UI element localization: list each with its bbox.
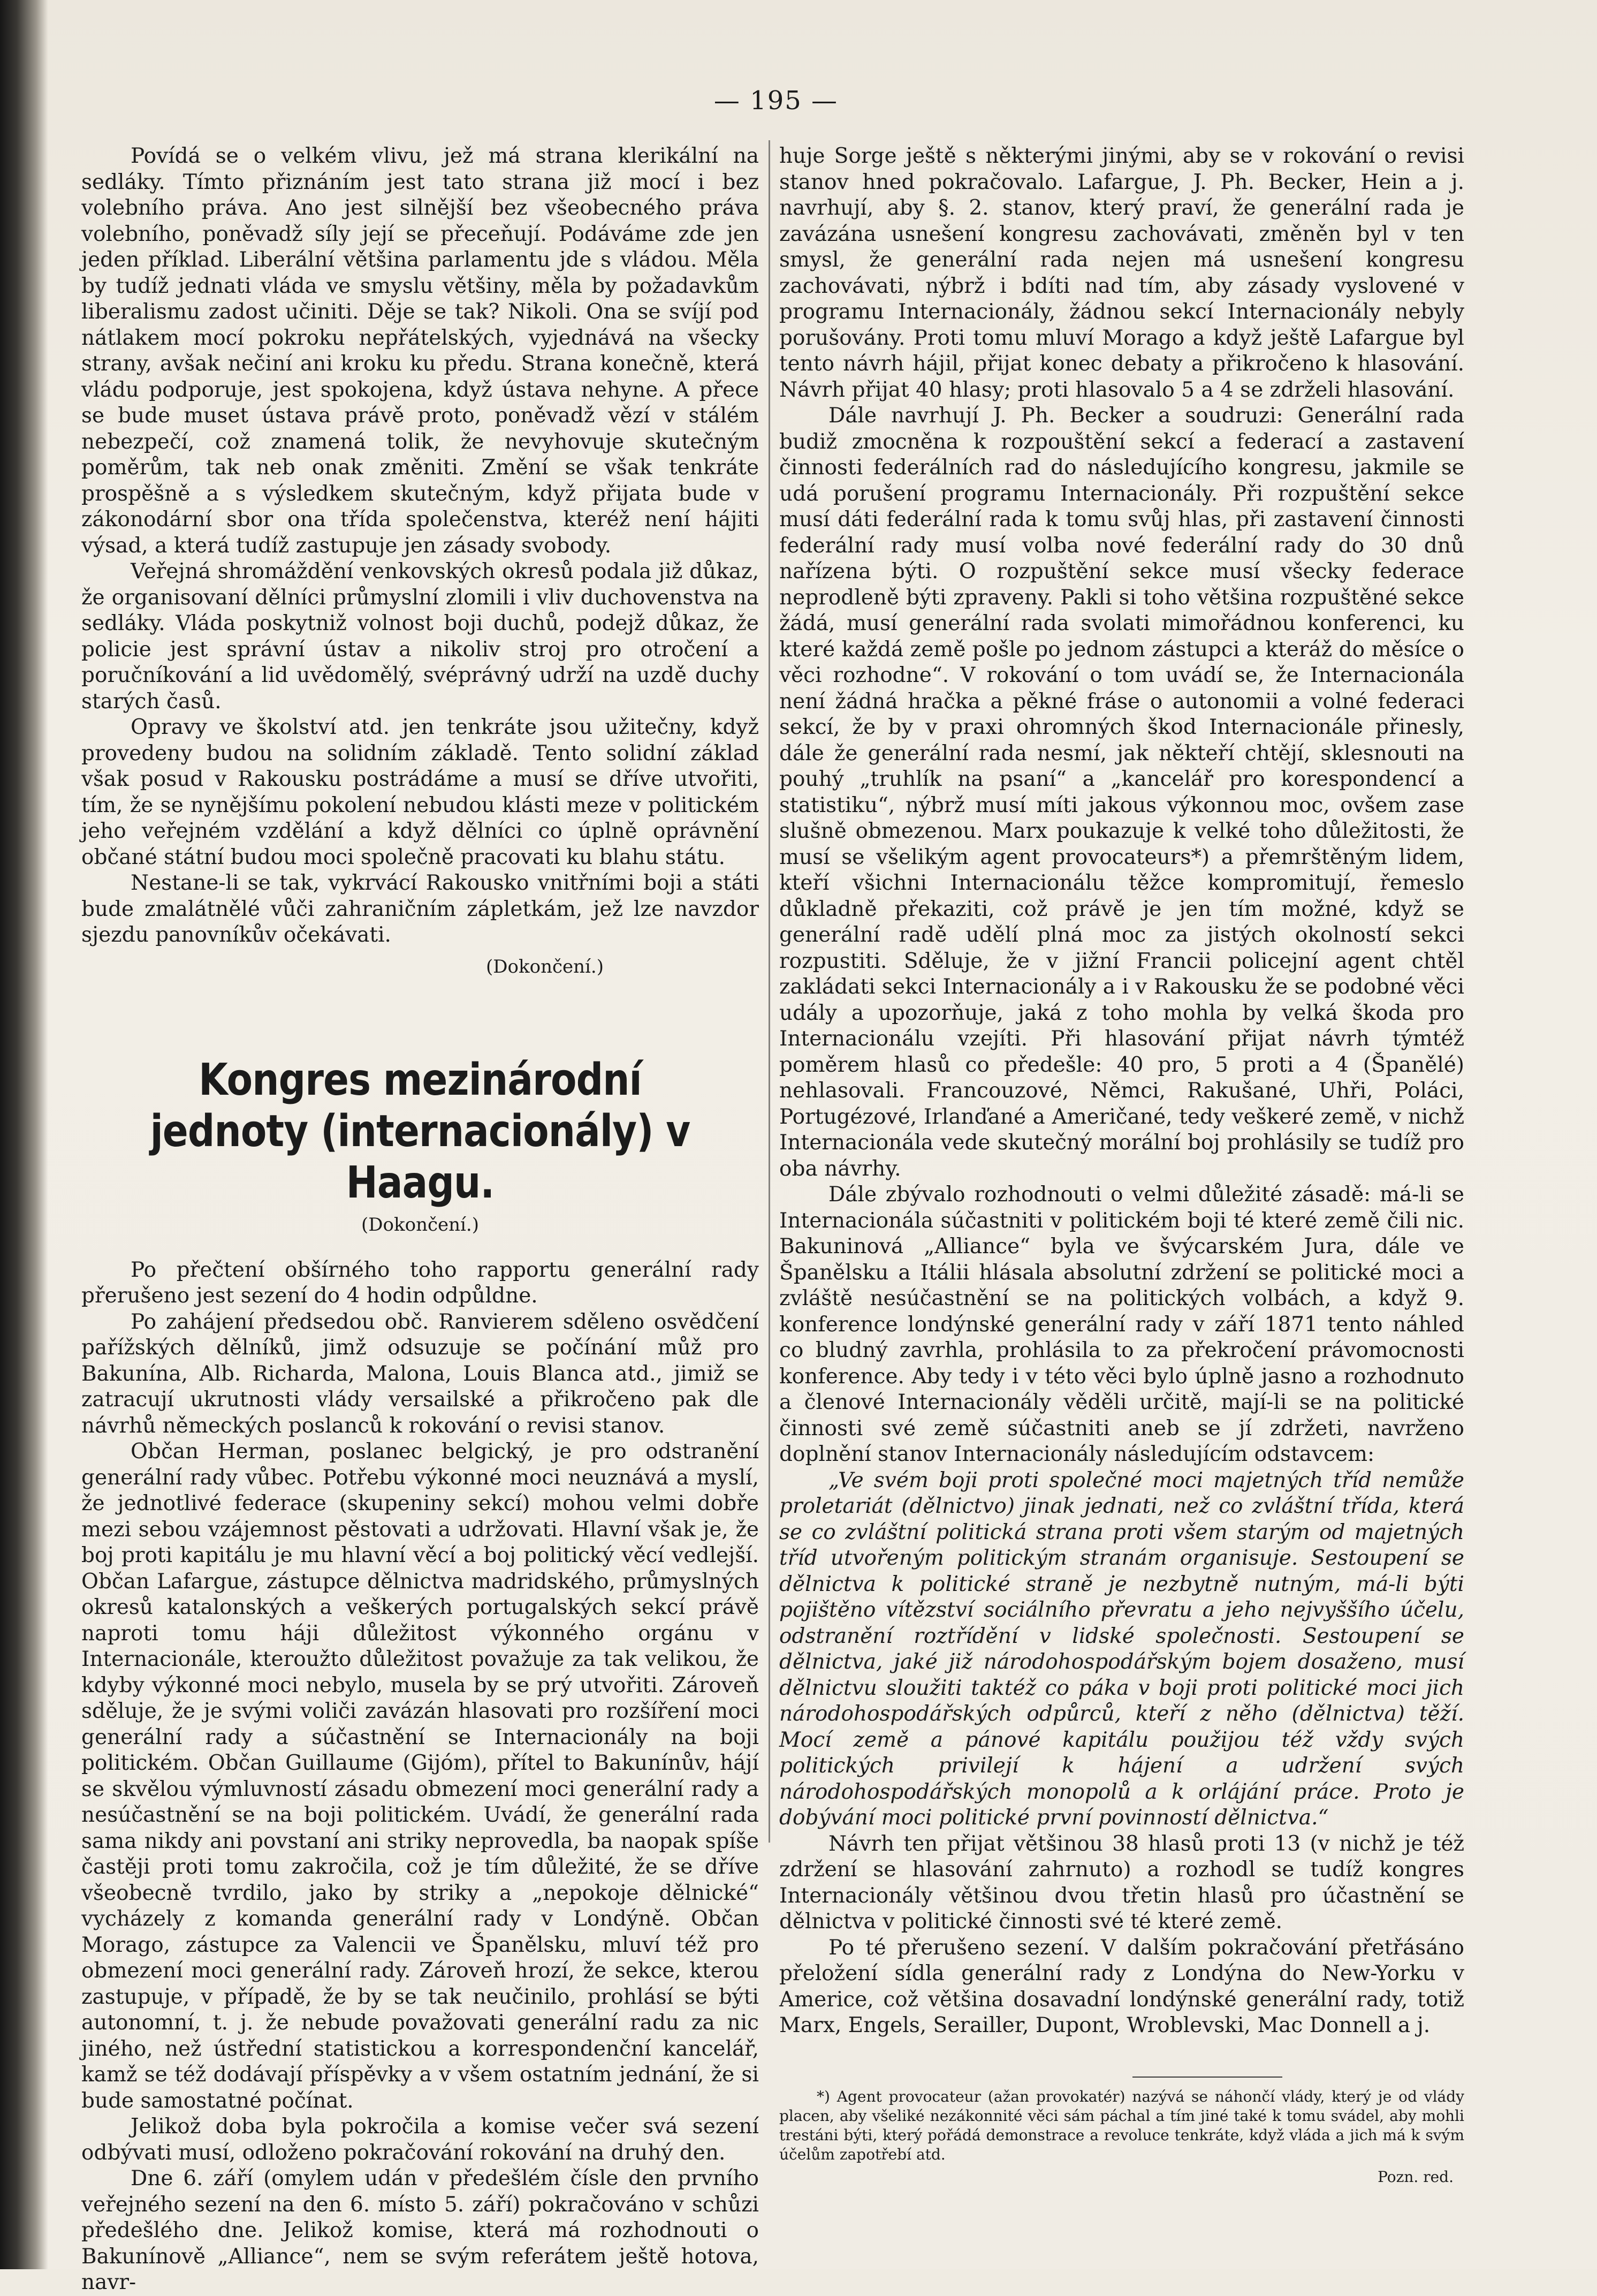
article-headline: Kongres mezinárodní jednoty (internacionály) v Haagu. — [150, 1055, 690, 1208]
paragraph: Dále navrhují J. Ph. Becker a soudruzi: Generální rada budiž zmocněna k rozpouštění sekcí a federací a zastavení činnosti federálních rad do následujícího kongresu, jakmile se udá porušení programu Internacionály. Při rozpuštění sekce musí dáti federální rada k tomu svůj hlas, při zastavení činnosti federální rady musí volba nové federální rady do 30 dnů nařízena býti. O rozpuštění sekce musí všecky federace neprodleně býti zpraveny. Pakli si toho většina rozpuštěné sekce žádá, musí generální rada svolati mimořádnou konferenci, ku které každá země pošle po jednom zástupci a kteráž do měsíce o věci rozhodne“. V rokování o tom uvádí se, že Internacionála není žádná hračka a pěkné fráse o autonomii a volné federaci sekcí, že by v praxi ohromných škod Internacionále přinesly, dále že generální rada nesmí, jak někteří chtějí, sklesnouti na pouhý „truhlík na psaní“ a „kancelář pro korespondencí a statistiku“, nýbrž musí míti jakous výkonnou moc, ovšem zase slušně obmezenou. Marx poukazuje k velké toho důležitosti, že musí se všelikým agent provocateurs*) a přemrštěným lidem, kteří všichni Internacionálu těžce kompromitují, řemeslo důkladně překaziti, což právě je jen tím možné, když se generální radě udělí plná moc za jistých okolností sekci rozpustiti. Sděluje, že v jižní Francii policejní agent chtěl zakládati sekci Internacionály a i v Rakousku že se podobné věci udály a upozorňuje, jaká z toho mohla by velká škoda pro Internacionálu vzejíti. Při hlasování přijat návrh týmtéž poměrem hlasů co předešle: 40 pro, 5 proti a 4 (Španělé) nehlasovali. Francouzové, Němci, Rakušané, Uhři, Poláci, Portugézové, Irlanďané a Američané, tedy veškeré země, v nichž Internacionála vede skutečný morální boj prohlásily se tudíž pro oba návrhy. — [779, 404, 1464, 1181]
footnote-rule — [1132, 2077, 1282, 2078]
quoted-statute: „Ve svém boji proti společné moci majetných tříd nemůže proletariát (dělnictvo) jinak jednati, než co zvláštní třída, která se co zvláštní politická strana proti všem starým od majetných tříd utvořeným politickým stranám organisuje. Sestoupení se dělnictva k politické straně je nezbytně nutným, má-li býti pojištěno vítězství sociálního převratu a jeho nejvyššího účelu, odstranění roztřídění v lidské společnosti. Sestoupení se dělnictva, jaké již národohospodářským bojem dosaženo, musí dělnictvu sloužiti taktéž co páka v boji proti politické moci jich národohospodářských odpůrců, kteří z něho (dělnictva) těží. Mocí země a pánové kapitálu použijou též vždy svých politických privilejí k hájení a udržení svých národohospodářských monopolů a k orlájání práce. Proto je dobývání moci politické první povinností dělnictva.“ — [779, 1468, 1464, 1830]
paragraph: Občan Herman, poslanec belgický, je pro odstranění generální rady vůbec. Potřebu výkonné moci neuznává a myslí, že jednotlivé federace (skupeniny sekcí) mohou velmi dobře mezi sebou vzájemnost pěstovati a udržovati. Hlavní však je, že boj proti kapitálu je mu hlavní věcí a boj politický věcí vedlejší. Občan Lafargue, zástupce dělnictva madridského, průmyslných okresů katalonských a veškerých portugalských sekcí právě naproti tomu háji důležitost výkonného orgánu v Internacionále, kteroužto důležitost považuje za tak velikou, že kdyby výkonné moci nebylo, musela by se prý utvořiti. Zároveň sděluje, že je svými voliči zavázán hlasovati pro rozšíření moci generální rady a súčastnění se Internacionály na boji politickém. Občan Guillaume (Gijóm), přítel to Bakunínův, hájí se skvělou výmluvností zásadu obmezení moci generální rady a nesúčastnění se na boji politickém. Uvádí, že generální rada sama nikdy ani povstaní ani striky neprovedla, ba naopak spíše častěji proti tomu zakročila, což je tím důležité, že se dříve všeobecně tvrdilo, jako by striky a „nepokoje dělnické“ vycházely z komanda generální rady v Londýně. Občan Morago, zástupce za Valencii ve Španělsku, mluví též pro obmezení moci generální rady. Zároveň hrozí, že sekce, kterou zastupuje, v případě, že by se tak neučinilo, prohlásí se býti autonomní, t. j. že nebude považovati generální radu za nic jiného, než ústřední statistickou a korrespondenční kancelář, kamž se též dodávají příspěvky a v všem ostatním jednání, že si bude samostatné počínat. — [81, 1439, 759, 2113]
paragraph: Dne 6. září (omylem udán v předešlém čísle den prvního veřejného sezení na den 6. místo 5. září) pokračováno v schůzi předešlého dne. Jelikož komise, která má rozhodnouti o Bakunínově „Alliance“, nem se svým referátem ještě hotova, navr- — [81, 2166, 759, 2294]
paragraph: Povídá se o velkém vlivu, jež má strana klerikální na sedláky. Tímto přiznáním jest tato strana již mocí i bez volebního práva. Ano jest silnější bez všeobecného práva volebního, poněvadž síly její se přeceňují. Podáváme zde jen jeden příklad. Liberální většina parlamentu jde s vládou. Měla by tudíž jednati vláda ve smyslu většiny, měla by požadavkům liberalismu zadost učiniti. Děje se tak? Nikoli. Ona se svíjí pod nátlakem mocí pokroku nepřátelských, vyjednává na všecky strany, avšak nečiní ani kroku ku předu. Strana konečně, která vládu podporuje, jest spokojena, když ústava nehyne. A přece se bude muset ústava právě proto, poněvadž vězí v stálém nebezpečí, což znamená tolik, že nevyhovuje skutečným poměrům, tak neb onak změniti. Změní se však tenkráte prospěšně a s výsledkem skutečným, když přijata bude v zákonodární sbor ona třída společenstva, kteréž není hájiti výsad, a která tudíž zastupuje jen zásady svobody. — [81, 144, 759, 558]
footnote: *) Agent provocateur (ažan provokatér) nazývá se náhončí vlády, který je od vlády placen, aby všeliké nezákonnité věci sám páchal a tím jiné také k tomu svádel, aby mohli trestáni býti, který pořádá demonstrace a revoluce tenkráte, když vláda a jich má k svým účelům zapotřebí atd. — [779, 2087, 1464, 2163]
paragraph: Nestane-li se tak, vykrvácí Rakousko vnitřními boji a státi bude zmalátnělé vůči zahraničním zápletkám, jež lze navzdor sjezdu panovníkův očekávati. — [81, 871, 759, 947]
footnote-signature: Pozn. red. — [1378, 2168, 1454, 2186]
paragraph: Návrh ten přijat většinou 38 hlasů proti 13 (v nichž je též zdržení se hlasování zahrnuto) a rozhodl se tudíž kongres Internacionály většinou dvou třetin hlasů pro účastnění se dělnictva v politické činnosti své té které země. — [779, 1831, 1464, 1934]
paragraph: huje Sorge ještě s některými jinými, aby se v rokování o revisi stanov hned pokračovalo. Lafargue, J. Ph. Becker, Hein a j. navrhují, aby §. 2. stanov, který praví, že generální rada je zavázána usnešení kongresu zachovávati, změněn byl v ten smysl, že generální rada nejen má usnešení kongresu zachovávati, nýbrž i bdíti nad tím, aby zásady vyslovené v programu Internacionály, žádnou sekcí Internacionály nebyly porušovány. Proti tomu mluví Morago a když ještě Lafargue byl tento návrh hájil, přijat konec debaty a přikročeno k hlasování. Návrh přijat 40 hlasy; proti hlasovalo 5 a 4 se zdrželi hlasování. — [779, 144, 1464, 402]
page-binding-shadow — [0, 0, 48, 2269]
paragraph: Opravy ve školství atd. jen tenkráte jsou užitečny, když provedeny budou na solidním základě. Tento solidní základ však posud v Rakousku postrádáme a musí se dříve utvořiti, tím, že se nynějšímu pokolení nebudou klásti meze v politickém jeho veřejném vzdělání a když dělníci co úplně oprávnění občané státní budou moci společně pracovati ku blahu státu. — [81, 715, 759, 869]
paragraph: Po té přerušeno sezení. V dalším pokračování přetřásáno přeložení sídla generální rady z Londýna do New-Yorku v Americe, což většina dosavadní londýnské generální rady, totiž Marx, Engels, Serailler, Dupont, Wroblevski, Mac Donnell a j. — [779, 1935, 1464, 2037]
headline-continuation-note: (Dokončení.) — [361, 1214, 479, 1236]
column-divider — [769, 140, 770, 1843]
paragraph: Po zahájení předsedou obč. Ranvierem sděleno osvědčení pařížských dělníků, jimž odsuzuje se počínání můž pro Bakunína, Alb. Richarda, Malona, Louis Blanca atd., jimiž se zatracují ukrutnosti vlády versailské a přikročeno pak dle návrhů německých poslanců k rokování o revisi stanov. — [81, 1309, 759, 1438]
left-column — [81, 143, 759, 2296]
continuation-note: (Dokončení.) — [486, 956, 604, 977]
page-number: — 195 — — [713, 86, 839, 116]
paragraph: Dále zbývalo rozhodnouti o velmi důležité zásadě: má-li se Internacionála súčastniti v politickém boji té které země čili nic. Bakuninová „Alliance“ byla ve švýcarském Jura, dále ve Španělsku a Itálii hlásala absolutní zdržení se politické moci a zvláště nesúčastnění se na politických volbách, a když 9. konference londýnské generální rady v září 1871 tento náhled co bludný zavrhla, prohlásila to za překročení právomocnosti konference. Aby tedy i v této věci bylo úplně jasno a rozhodnuto a členové Internacionály věděli určitě, mají-li se na politické činnosti své země súčastniti aneb se jí zdržeti, navrženo doplnění stanov Internacionály následujícím odstavcem: — [779, 1183, 1464, 1466]
paragraph: Jelikož doba byla pokročila a komise večer svá sezení odbývati musí, odloženo pokračování rokování na druhý den. — [81, 2115, 759, 2165]
paragraph: Po přečtení obšírného toho rapportu generální rady přerušeno jest sezení do 4 hodin odpůldne. — [81, 1257, 759, 1308]
paragraph: Veřejná shromáždění venkovských okresů podala již důkaz, že organisovaní dělníci průmyslní zlomili i vliv duchovenstva na sedláky. Vláda poskytniž volnost boji duchů, podejž důkaz, že policie jest správní ústav a nikoliv stroj pro otročení a poručníkování a lid uvědomělý, svéprávný udrží na uzdě duchy starých časů. — [81, 559, 759, 714]
right-column — [779, 143, 1464, 2190]
